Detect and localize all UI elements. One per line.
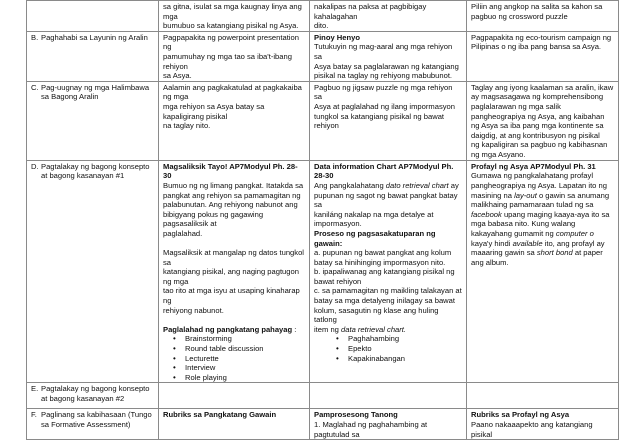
cell-col2: Data information Chart AP7Modyul Ph. 28-30 Ang pangkalahatang dato retrieval chart ay pupunan ng sagot ng bawat pangkat batay sa kaniláng nakalap na mga detalye at impormasyon. Proseso ng pagsasakatuparan ng gawain: a. pupunan ng bawat pangkat ang kolum batay sa hinihinging impormasyon nito. b. ipapaliwanag ang katangiang pisikal ng bawat rehiyon c. sa pamamagitan ng maikling talakayan at batay sa mga detalyeng inilagay sa bawat kolum, sasagutin ng klase ang huling tatlong item ng data retrieval chart. • Paghahambing • Epekto • Kapakinabangan bbox=[310, 160, 467, 383]
cell-col2: Pamprosesong Tanong 1. Maglahad ng paghahambing at pagtutulad sa bbox=[310, 409, 467, 440]
row-label: Paghahabi sa Layunin ng Aralin bbox=[41, 32, 148, 42]
list-item: • Role playing bbox=[185, 373, 305, 383]
list-item: • Round table discussion bbox=[185, 344, 305, 354]
cell-col1 bbox=[159, 383, 310, 409]
row-label: Pag-uugnay ng mga Halimbawa sa Bagong Aralin bbox=[41, 82, 150, 102]
cell-col1: sa gitna, isulat sa mga kaugnay linya ang mga bumubuo sa katangiang pisikal ng Asya. bbox=[159, 1, 310, 32]
row-letter: F. bbox=[31, 410, 37, 420]
cell-col3: Piliin ang angkop na salita sa kahon sa pagbuo ng crossword puzzle bbox=[467, 1, 619, 32]
profile-instructions bbox=[471, 171, 614, 267]
cell-col2: Pinoy Henyo Tutukuyin ng mag-aaral ang mga rehiyon sa Asya batay sa paglalarawan ng katangiang pisikal na taglay ng rehiyong mabubunot. bbox=[310, 31, 467, 81]
text-line: kakayahang gumamit ng computer o bbox=[471, 228, 594, 238]
cell-title: Pamprosesong Tanong bbox=[314, 410, 398, 420]
cell-subtitle: Proseso ng pagsasakatuparan ng gawain: bbox=[314, 228, 436, 248]
table-row bbox=[27, 383, 619, 409]
cell-title: Profayl ng Asya AP7Modyul Ph. 31 bbox=[471, 161, 596, 171]
row-label: Pagtalakay ng bagong konsepto at bagong kasanayan #2 bbox=[41, 384, 150, 403]
list-item: • Paghahambing bbox=[348, 334, 462, 344]
criteria-list bbox=[314, 334, 462, 363]
list-item: • Brainstorming bbox=[185, 334, 305, 344]
row-letter: B. bbox=[31, 32, 39, 42]
cell-title: Data information Chart AP7Modyul Ph. 28-30 bbox=[314, 161, 454, 181]
text-line: ang album. bbox=[471, 257, 509, 267]
cell-col3 bbox=[467, 160, 619, 383]
activity-list bbox=[163, 334, 305, 382]
table-row bbox=[27, 31, 619, 81]
cell-subtitle: Paglalahad ng pangkatang pahayag bbox=[163, 324, 293, 334]
text-line: malikhaing pamamaraan tulad ng sa bbox=[471, 200, 594, 210]
row-label-cell bbox=[27, 383, 159, 409]
cell-col2: Pagbuo ng jigsaw puzzle ng mga rehiyon sa Asya at paglalahad ng ilang impormasyon tungkol sa katangiang pisikal ng bawat rehiyon bbox=[310, 81, 467, 160]
row-label: Pagtalakay ng bagong konsepto at bagong kasanayan #1 bbox=[41, 161, 150, 181]
cell-col1: Aalamin ang pagkakatulad at pagkakaiba ng mga mga rehiyon sa Asya batay sa kapaligirang pisikal na taglay nito. bbox=[159, 81, 310, 160]
cell-col2: nakalipas na paksa at pagbibigay kahalagahan dito. bbox=[310, 1, 467, 32]
cell-title: Magsaliksik Tayo! AP7Modyul Ph. 28-30 bbox=[163, 161, 298, 181]
row-label-cell bbox=[27, 409, 159, 440]
list-item: • Epekto bbox=[348, 344, 462, 354]
text-line: maaaring gawin sa short bond at paper bbox=[471, 248, 603, 258]
text-line: masining na lay-out o gawin sa anumang bbox=[471, 190, 610, 200]
row-label-cell bbox=[27, 81, 159, 160]
cell-col3: Taglay ang iyong kaalaman sa aralin, ikaw ay magsasagawa ng komprehensibong paglalarawan ng mga salik pangheograpiya ng Asya, ang kaibahan ng Asya sa iba pang mga kontinente sa daigdig, at ang kontribusyon ng pisikal ng kapaligiran sa pagbuo ng kabihasnan ng mga Asyano. bbox=[467, 81, 619, 160]
row-label: Paglinang sa kabihasaan (Tungo sa Formative Assessment) bbox=[41, 410, 152, 429]
text-line: Gumawa ng pangkalahatang profayl bbox=[471, 171, 594, 181]
row-letter: C. bbox=[31, 82, 39, 92]
table-row bbox=[27, 160, 619, 383]
row-letter: D. bbox=[31, 161, 39, 171]
text-line: facebook upang maging kaaya-aya ito sa bbox=[471, 209, 610, 219]
text-line: kaya'y hindi available ito, ang profayl ay bbox=[471, 238, 605, 248]
list-item: • Interview bbox=[185, 363, 305, 373]
list-item: • Lecturette bbox=[185, 354, 305, 364]
cell-col3 bbox=[467, 383, 619, 409]
text-line: pangheograpiya ng Asya. Lapatan ito ng bbox=[471, 180, 607, 190]
table-row bbox=[27, 409, 619, 440]
row-label-cell bbox=[27, 31, 159, 81]
table-row bbox=[27, 81, 619, 160]
row-label-cell bbox=[27, 1, 159, 32]
cell-col3: Rubriks sa Profayl ng Asya Paano nakaaapekto ang katangiang pisikal bbox=[467, 409, 619, 440]
list-item: • Kapakinabangan bbox=[348, 354, 462, 364]
cell-col1 bbox=[159, 409, 310, 440]
cell-title: Pinoy Henyo bbox=[314, 32, 360, 42]
text-line: mga babasa nito. Kung walang bbox=[471, 219, 576, 229]
cell-title: Rubriks sa Pangkatang Gawain bbox=[163, 410, 277, 420]
row-letter: E. bbox=[31, 384, 39, 394]
cell-col1: Magsaliksik Tayo! AP7Modyul Ph. 28-30 Bumuo ng ng limang pangkat. Itatakda sa pangkat ang rehiyon sa pamamagitan ng palabunutan. Ang rehiyong nabunot ang bibigyang pokus ng gagawing pagsasaliksik at paglalahad. Magsaliksik at mangalap ng datos tungkol sa katangiang pisikal, ang naging pagtugon ng mga tao rito at mga isyu at usaping kinaharap ng rehiyong nabunot. Paglalahad ng pangkatang pahayag : • Brainstorming • Round table discussion • Lecturette • Interview • Role playing bbox=[159, 160, 310, 383]
cell-title: Rubriks sa Profayl ng Asya bbox=[471, 410, 570, 420]
row-label-cell bbox=[27, 160, 159, 383]
cell-col2 bbox=[310, 383, 467, 409]
cell-col3: Pagpapakita ng eco-tourism campaign ng Pilipinas o ng iba pang bansa sa Asya. bbox=[467, 31, 619, 81]
lesson-plan-table bbox=[26, 0, 619, 440]
table-row bbox=[27, 1, 619, 32]
cell-col1: Pagpapakita ng powerpoint presentation ng pamumuhay ng mga tao sa iba't-ibang rehiyon sa Asya. bbox=[159, 31, 310, 81]
